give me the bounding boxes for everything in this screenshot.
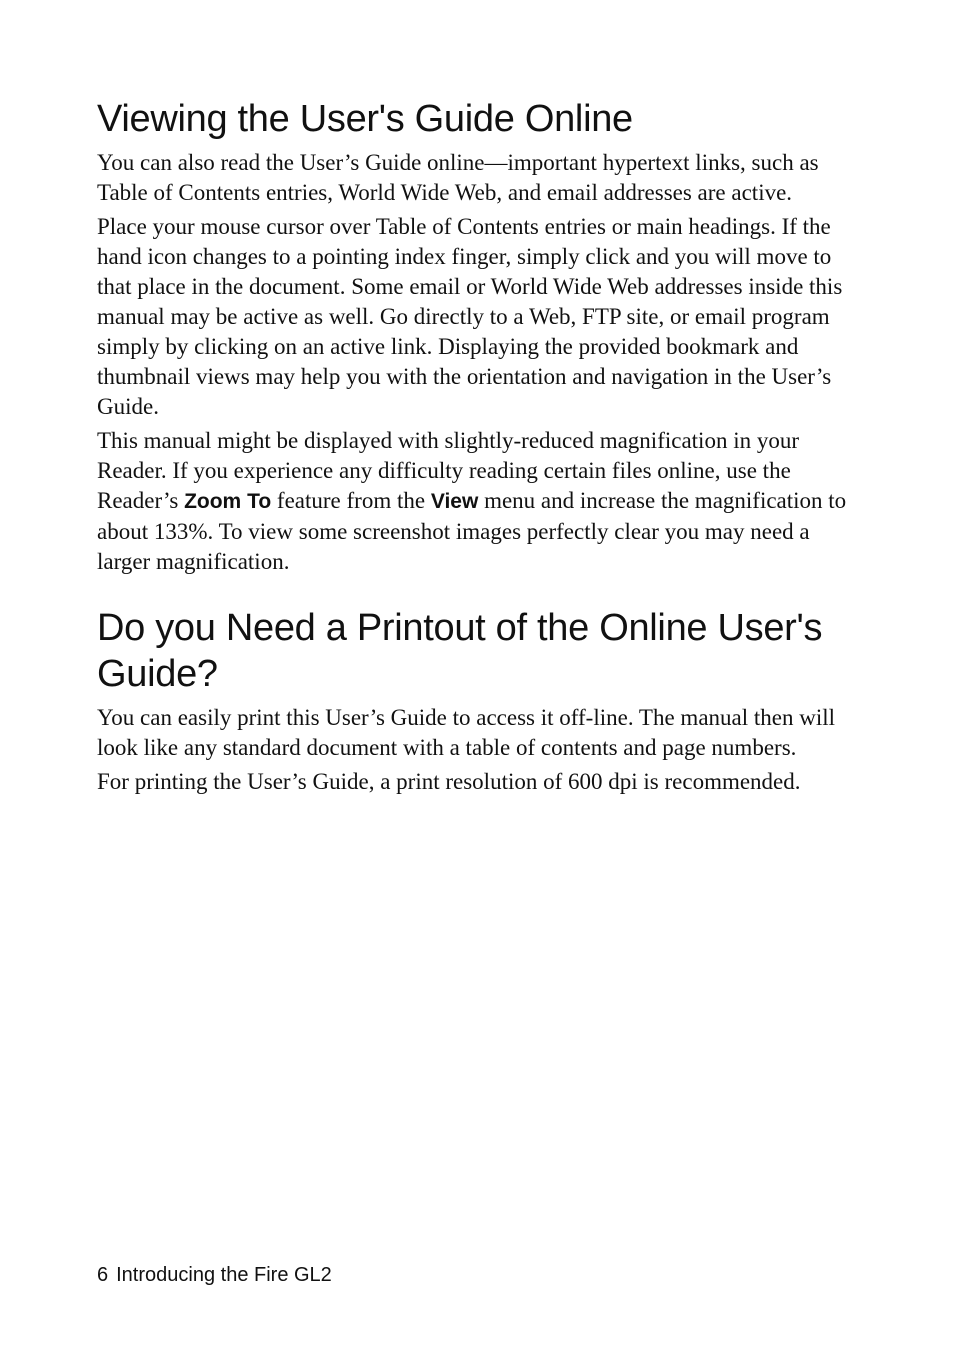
paragraph-print-resolution: For printing the User’s Guide, a print resolution of 600 dpi is recommended.	[97, 769, 801, 794]
zoom-to-command: Zoom To	[184, 490, 272, 513]
paragraph-navigation: Place your mouse cursor over Table of Contents entries or main headings. If the hand icon changes to a pointing index finger, simply click and you will move to that place in the document. Some email or World Wide Web addresses inside this manual may be active as well. Go directly to a Web, FTP site, or email program simply by clicking on an active link. Displaying the provided bookmark and thumbnail views may help you with the orientation and navigation in the User’s Guide.	[97, 214, 843, 419]
magnification-text-1: This manual might be displayed with slightly-reduced magnification in your Reader. If you experience any difficulty reading certain files online, use the Reader’s	[97, 428, 799, 513]
magnification-text-3: menu and increase the magnification to about 133%. To view some screenshot images perfectly clear you may need a larger magnification.	[97, 488, 847, 574]
page-number: 6	[97, 1264, 109, 1286]
section-heading-printout: Do you Need a Printout of the Online User's Guide?	[97, 607, 823, 695]
paragraph-online-intro: You can also read the User’s Guide online—important hypertext links, such as Table of Contents entries, World Wide Web, and email addresses are active.	[97, 150, 819, 205]
section-printout	[97, 605, 857, 797]
view-menu-name: View	[430, 490, 479, 513]
paragraph-print-offline: You can easily print this User’s Guide to access it off-line. The manual then will look like any standard document with a table of contents and page numbers.	[97, 705, 835, 760]
document-page	[97, 96, 857, 801]
section-viewing-online	[97, 96, 857, 577]
chapter-title: Introducing the Fire GL2	[116, 1264, 332, 1286]
magnification-text-2: feature from the	[271, 488, 431, 513]
section-heading-viewing-online: Viewing the User's Guide Online	[97, 98, 633, 140]
page-footer	[97, 1262, 332, 1288]
paragraph-magnification	[97, 426, 857, 577]
